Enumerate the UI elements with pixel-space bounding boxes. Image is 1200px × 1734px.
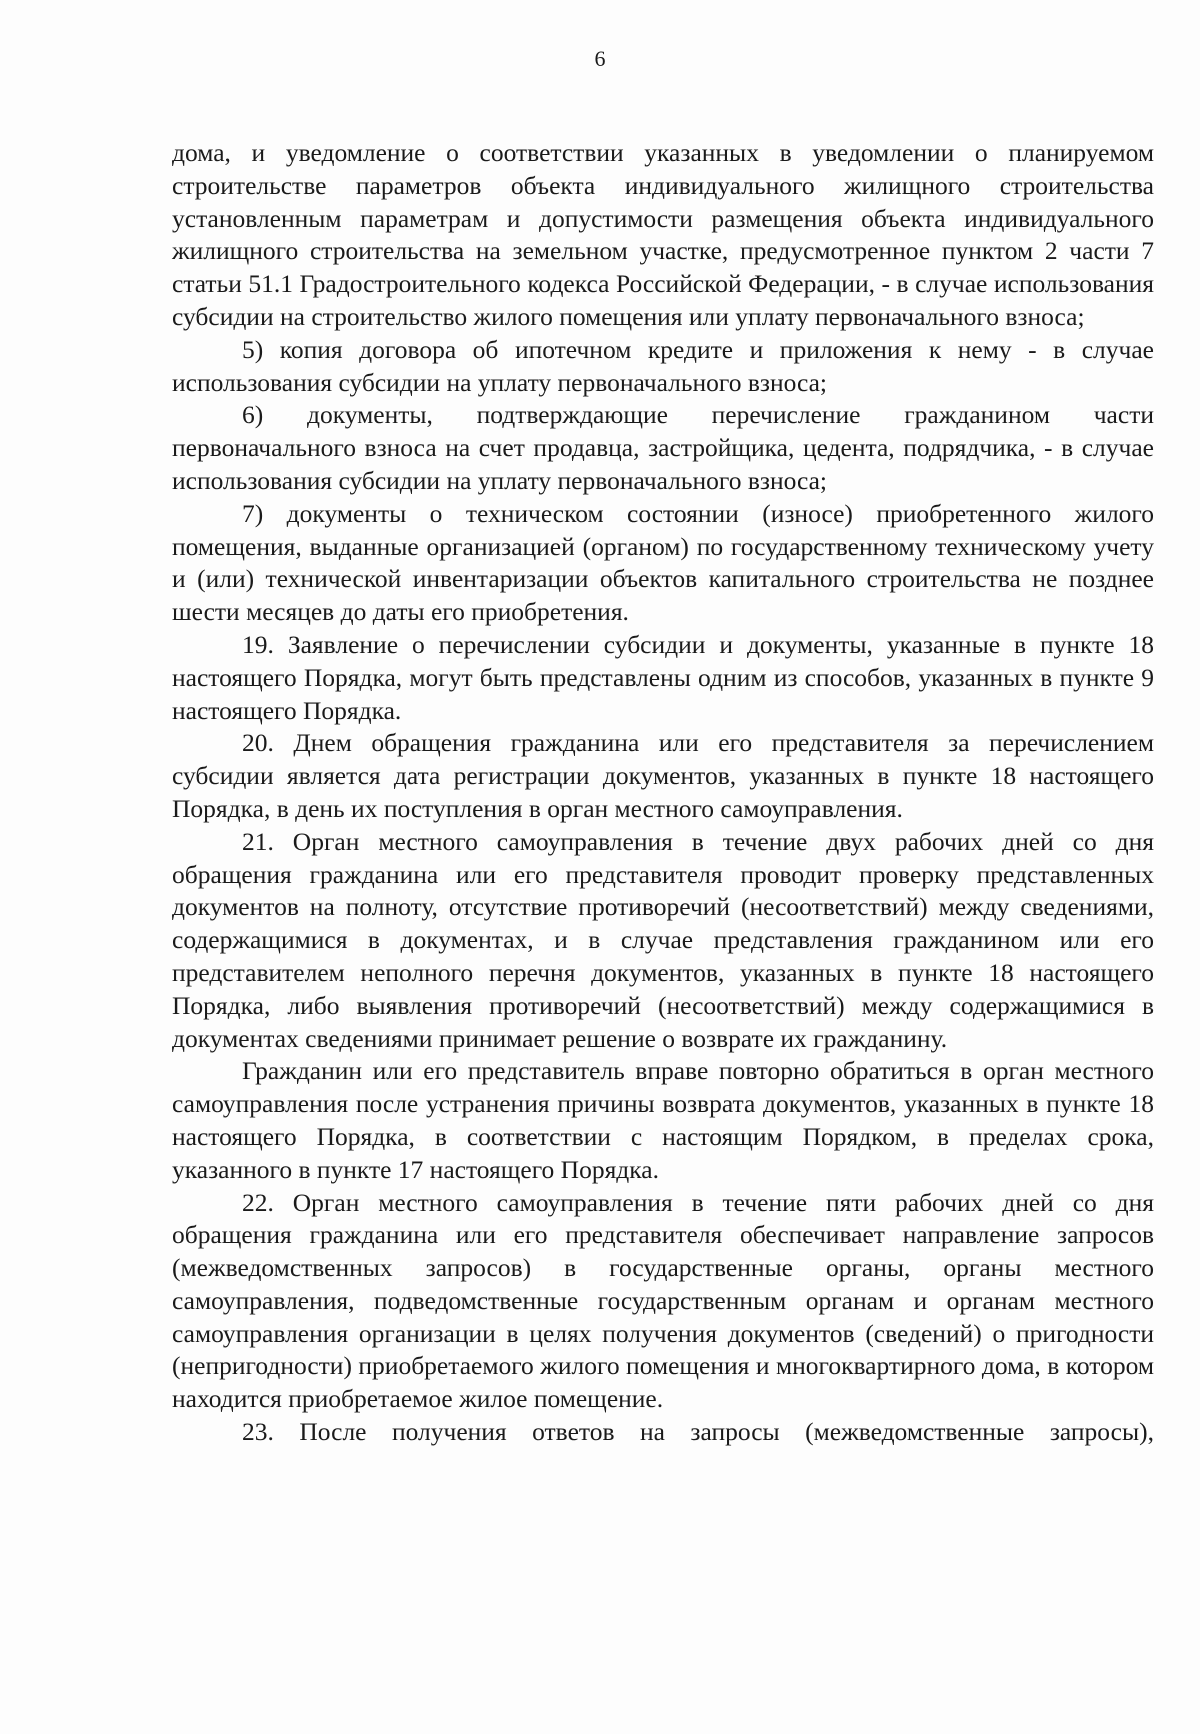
page-number: 6 <box>594 46 606 71</box>
paragraph-clause-22: 22. Орган местного самоуправления в течение пяти рабочих дней со дня обращения гражданина или его представителя обеспечивает направление запросов (межведомственных запросов) в государственные органы, органы местного самоуправления, подведомственные государственным органам и органам местного самоуправления организации в целях получения документов (сведений) о пригодности (непригодности) приобретаемого жилого помещения и многоквартирного дома, в котором находится приобретаемое жилое помещение. <box>172 1187 1154 1414</box>
paragraph-continuation: дома, и уведомление о соответствии указанных в уведомлении о планируемом строительстве параметров объекта индивидуального жилищного строительства установленным параметрам и допустимости размещения объекта индивидуального жилищного строительства на земельном участке, предусмотренное пунктом 2 части 7 статьи 51.1 Градостроительного кодекса Российской Федерации, - в случае использования субсидии на строительство жилого помещения или уплату первоначального взноса; <box>172 138 1154 331</box>
paragraph-item-6: 6) документы, подтверждающие перечисление гражданином части первоначального взноса на счет продавца, застройщика, цедента, подрядчика, - в случае использования субсидии на уплату первоначального взноса; <box>172 400 1154 495</box>
paragraph-clause-20: 20. Днем обращения гражданина или его представителя за перечислением субсидии является дата регистрации документов, указанных в пункте 18 настоящего Порядка, в день их поступления в орган местного самоуправления. <box>172 728 1154 823</box>
paragraph-clause-21: 21. Орган местного самоуправления в течение двух рабочих дней со дня обращения гражданина или его представителя проводит проверку представленных документов на полноту, отсутствие противоречий (несоответствий) между сведениями, содержащимися в документах, и в случае представления гражданином или его представителем неполного перечня документов, указанных в пункте 18 настоящего Порядка, либо выявления противоречий (несоответствий) между содержащимися в документах сведениями принимает решение о возврате их гражданину. <box>172 826 1154 1053</box>
document-body <box>172 137 1154 1449</box>
paragraph-clause-21-continuation: Гражданин или его представитель вправе повторно обратиться в орган местного самоуправления после устранения причины возврата документов, указанных в пункте 18 настоящего Порядка, в соответствии с настоящим Порядком, в пределах срока, указанного в пункте 17 настоящего Порядка. <box>172 1056 1154 1184</box>
paragraph-clause-23: 23. После получения ответов на запросы (межведомственные запросы), <box>242 1417 1154 1447</box>
paragraph-item-7: 7) документы о техническом состоянии (износе) приобретенного жилого помещения, выданные организацией (органом) по государственному техническому учету и (или) технической инвентаризации объектов капитального строительства не позднее шести месяцев до даты его приобретения. <box>172 498 1154 627</box>
paragraph-item-5: 5) копия договора об ипотечном кредите и приложения к нему - в случае использования субсидии на уплату первоначального взноса; <box>172 334 1154 397</box>
paragraph-clause-19: 19. Заявление о перечислении субсидии и документы, указанные в пункте 18 настоящего Порядка, могут быть представлены одним из способов, указанных в пункте 9 настоящего Порядка. <box>172 629 1154 725</box>
